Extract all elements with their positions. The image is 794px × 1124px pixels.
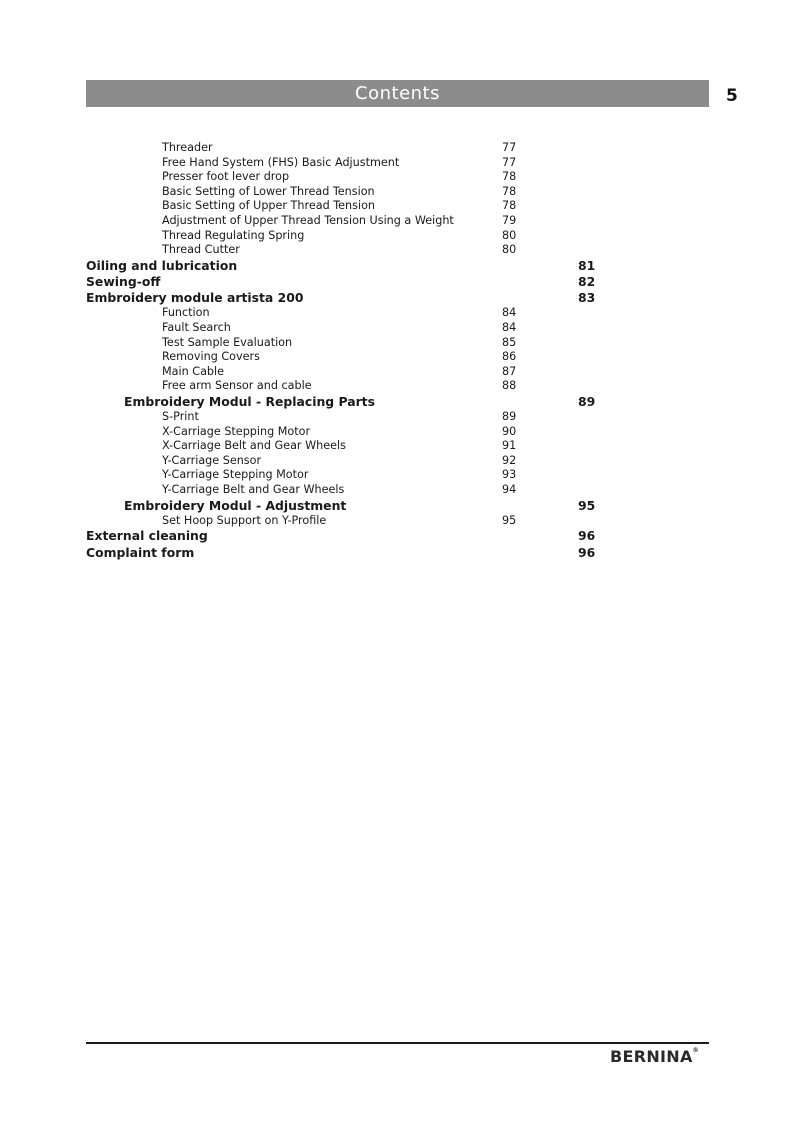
toc-entry-page: 95 (578, 497, 596, 513)
toc-entry-title: Function (162, 306, 210, 320)
toc-entry[interactable] (0, 514, 794, 529)
toc-entry-title: Set Hoop Support on Y-Profile (162, 513, 327, 527)
toc-entry-title: Adjustment of Upper Thread Tension Using a Weight (162, 213, 454, 227)
toc-entry-page: 82 (578, 273, 596, 289)
toc-entry-page: 78 (502, 199, 517, 213)
toc-entry[interactable] (0, 156, 794, 171)
toc-entry-page: 92 (502, 453, 517, 467)
toc-entry-page: 91 (502, 439, 517, 453)
toc-section[interactable] (0, 528, 794, 544)
brand-logo (610, 1047, 699, 1066)
toc-entry[interactable] (0, 439, 794, 454)
toc-entry[interactable] (0, 468, 794, 483)
toc-section[interactable] (0, 274, 794, 290)
toc-entry-page: 78 (502, 170, 517, 184)
section-title-bar (86, 80, 709, 107)
section-title: Contents (355, 83, 440, 104)
toc-entry[interactable] (0, 365, 794, 380)
toc-entry-page: 84 (502, 306, 517, 320)
toc-entry-title: Thread Cutter (162, 243, 240, 257)
toc-entry-title: Presser foot lever drop (162, 170, 290, 184)
toc-entry-page: 85 (502, 335, 517, 349)
toc-subsection[interactable] (0, 394, 794, 410)
toc-entry[interactable] (0, 199, 794, 214)
toc-entry-page: 96 (578, 544, 596, 560)
toc-entry[interactable] (0, 141, 794, 156)
toc-entry-page: 77 (502, 141, 517, 154)
toc-entry-title: Fault Search (162, 320, 231, 334)
toc-section[interactable] (0, 545, 794, 561)
toc-entry-page: 83 (578, 290, 596, 306)
toc-entry[interactable] (0, 379, 794, 394)
toc-section[interactable] (0, 258, 794, 274)
footer-divider (86, 1042, 709, 1044)
toc-entry-page: 89 (502, 410, 517, 424)
toc-entry-title: Oiling and lubrication (86, 257, 238, 273)
toc-entry-page: 96 (578, 528, 596, 544)
toc-entry[interactable] (0, 170, 794, 185)
toc-entry-title: Thread Regulating Spring (162, 228, 305, 242)
toc-entry-title: Embroidery Modul - Adjustment (124, 497, 347, 513)
toc-entry-page: 89 (578, 393, 596, 409)
table-of-contents (0, 141, 794, 561)
toc-entry-title: Basic Setting of Lower Thread Tension (162, 184, 375, 198)
toc-subsection[interactable] (0, 498, 794, 514)
toc-entry-page: 81 (578, 257, 596, 273)
toc-entry-title: Test Sample Evaluation (162, 335, 293, 349)
toc-entry-title: Embroidery Modul - Replacing Parts (124, 393, 375, 409)
toc-entry-title: Complaint form (86, 544, 195, 560)
toc-entry-title: Free Hand System (FHS) Basic Adjustment (162, 155, 400, 169)
toc-entry-title: Removing Covers (162, 350, 260, 364)
toc-entry-page: 95 (502, 513, 517, 527)
toc-entry-page: 94 (502, 483, 517, 497)
toc-entry[interactable] (0, 243, 794, 258)
toc-entry[interactable] (0, 483, 794, 498)
toc-entry[interactable] (0, 214, 794, 229)
toc-entry-title: X-Carriage Stepping Motor (162, 424, 311, 438)
toc-entry-title: Embroidery module artista 200 (86, 290, 304, 306)
toc-entry-title: Y-Carriage Sensor (162, 453, 262, 467)
toc-entry-title: Sewing-off (86, 273, 161, 289)
toc-entry[interactable] (0, 229, 794, 244)
toc-entry[interactable] (0, 454, 794, 469)
toc-entry-page: 77 (502, 155, 517, 169)
toc-entry-title: Y-Carriage Stepping Motor (162, 468, 309, 482)
toc-entry-page: 80 (502, 228, 517, 242)
toc-entry[interactable] (0, 336, 794, 351)
toc-entry-page: 93 (502, 468, 517, 482)
toc-entry[interactable] (0, 410, 794, 425)
toc-entry-page: 78 (502, 184, 517, 198)
page-number: 5 (726, 86, 738, 106)
toc-entry-page: 84 (502, 320, 517, 334)
toc-entry[interactable] (0, 425, 794, 440)
toc-entry-page: 87 (502, 364, 517, 378)
brand-name: BERNINA (610, 1047, 693, 1066)
toc-entry[interactable] (0, 321, 794, 336)
toc-entry-title: External cleaning (86, 528, 208, 544)
toc-entry-page: 90 (502, 424, 517, 438)
registered-mark: ® (692, 1047, 699, 1054)
toc-entry[interactable] (0, 350, 794, 365)
toc-entry[interactable] (0, 306, 794, 321)
toc-entry-title: Y-Carriage Belt and Gear Wheels (162, 483, 345, 497)
toc-entry-title: Main Cable (162, 364, 225, 378)
toc-entry-title: Basic Setting of Upper Thread Tension (162, 199, 376, 213)
toc-entry-title: Threader (162, 141, 213, 154)
toc-entry-page: 88 (502, 379, 517, 393)
toc-entry-title: Free arm Sensor and cable (162, 379, 312, 393)
toc-entry-page: 86 (502, 350, 517, 364)
toc-entry-page: 80 (502, 243, 517, 257)
toc-entry-title: X-Carriage Belt and Gear Wheels (162, 439, 346, 453)
toc-entry-title: S-Print (162, 410, 199, 424)
toc-entry-page: 79 (502, 213, 517, 227)
toc-section[interactable] (0, 290, 794, 306)
toc-entry[interactable] (0, 185, 794, 200)
